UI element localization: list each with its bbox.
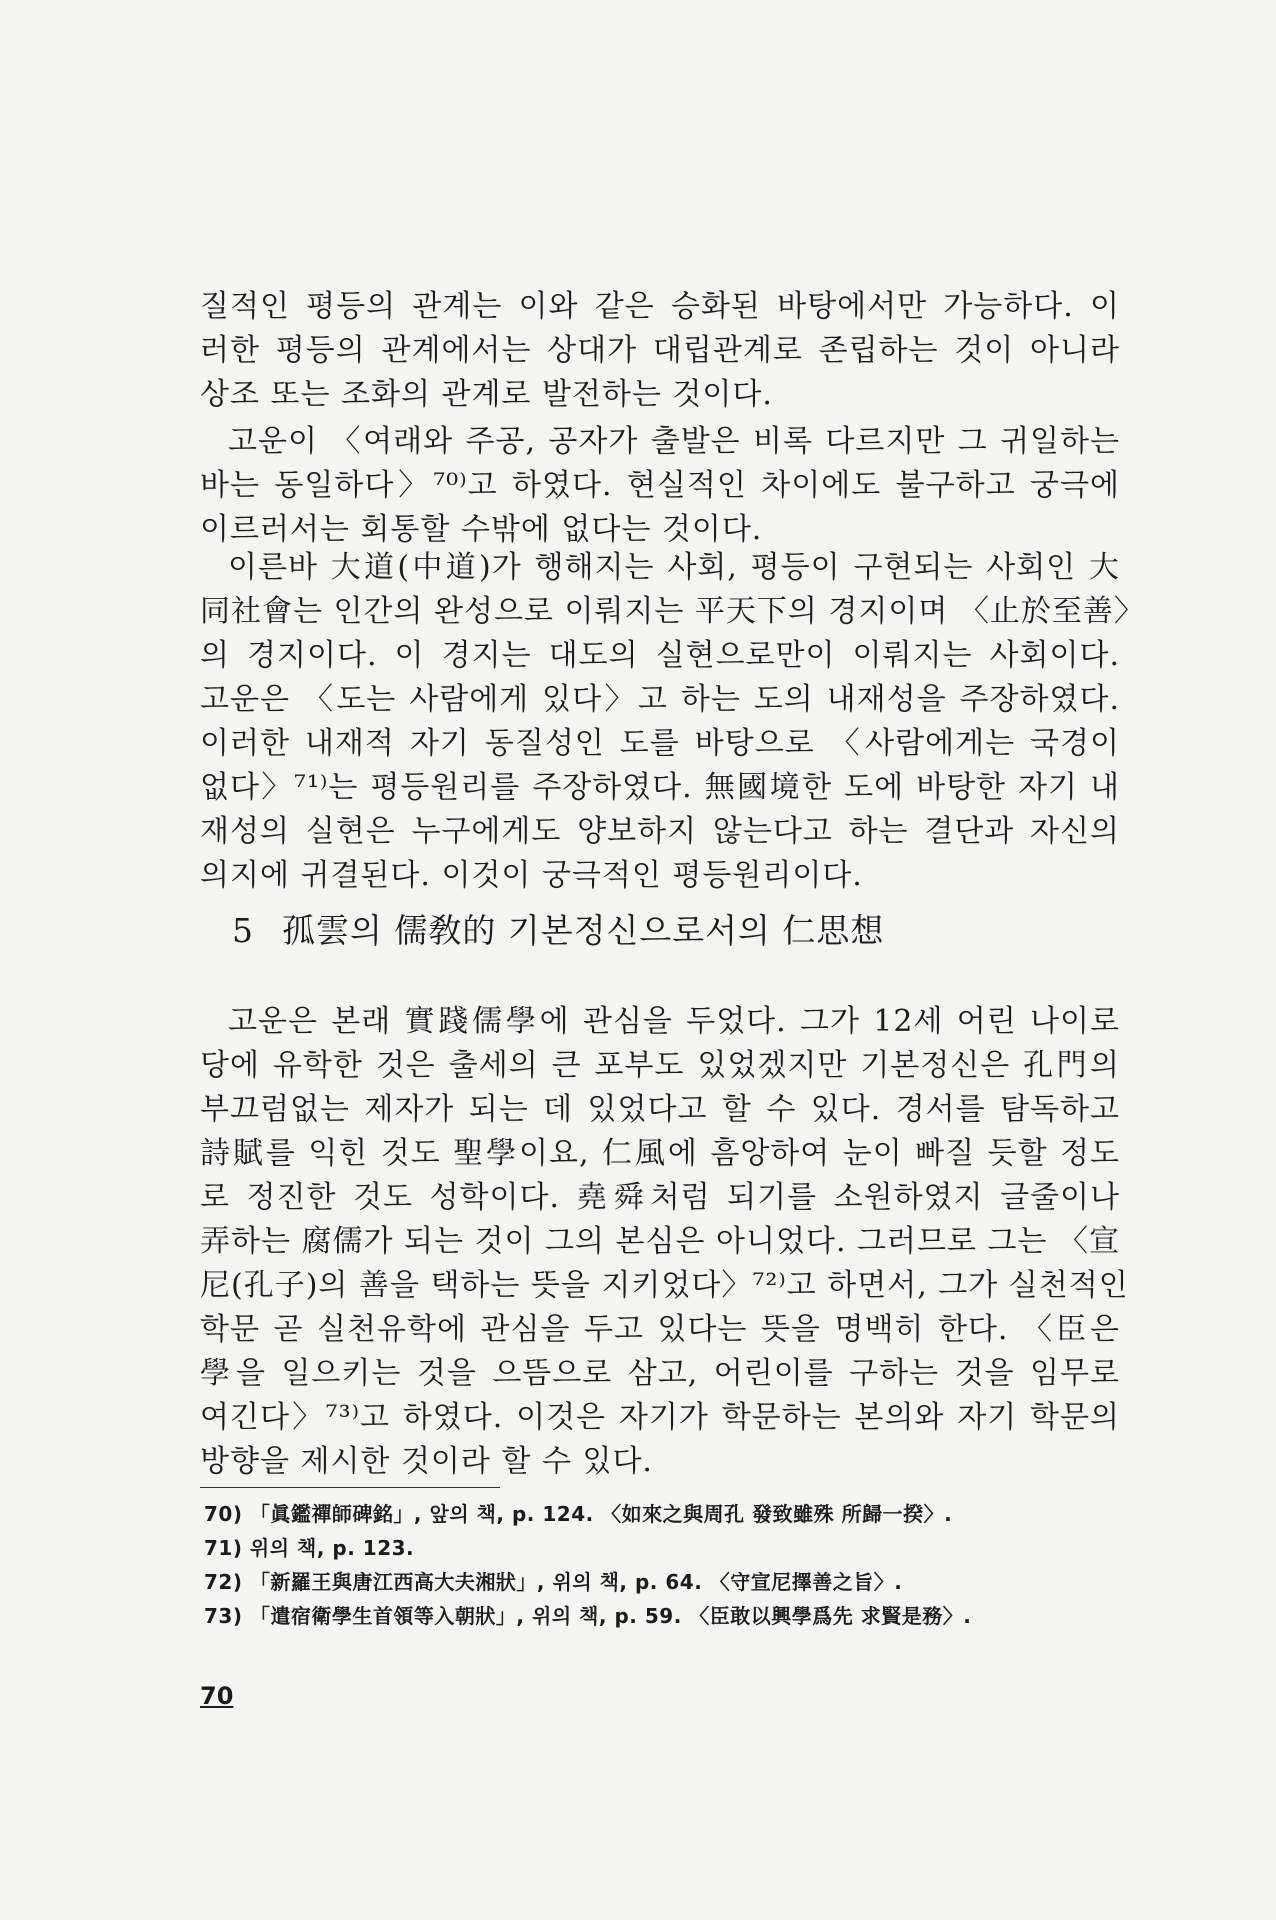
footnote-divider bbox=[200, 1487, 500, 1488]
text-line: 없다〉⁷¹⁾는 평등원리를 주장하였다. 無國境한 도에 바탕한 자기 내 bbox=[200, 770, 1120, 805]
footnotes bbox=[204, 1497, 971, 1633]
text-line: 로 정진한 것도 성학이다. 堯舜처럼 되기를 소원하였지 글줄이나 bbox=[200, 1180, 1120, 1215]
paragraph-unity bbox=[200, 420, 1120, 552]
text-line: 이러한 내재적 자기 동질성인 도를 바탕으로 〈사람에게는 국경이 bbox=[200, 726, 1120, 761]
text-line: 질적인 평등의 관계는 이와 같은 승화된 바탕에서만 가능하다. 이 bbox=[200, 289, 1120, 324]
text-line: 재성의 실현은 누구에게도 양보하지 않는다고 하는 결단과 자신의 bbox=[200, 814, 1120, 849]
text-line: 학문 곧 실천유학에 관심을 두고 있다는 뜻을 명백히 한다. 〈臣은 bbox=[200, 1312, 1120, 1347]
text-line: 여긴다〉⁷³⁾고 하였다. 이것은 자기가 학문하는 본의와 자기 학문의 bbox=[200, 1400, 1120, 1435]
text-line: 고운이 〈여래와 주공, 공자가 출발은 비록 다르지만 그 귀일하는 bbox=[228, 424, 1120, 459]
text-line: 고운은 〈도는 사람에게 있다〉고 하는 도의 내재성을 주장하였다. bbox=[200, 682, 1120, 717]
paragraph-great-way bbox=[200, 546, 1145, 898]
text-line: 의 경지이다. 이 경지는 대도의 실현으로만이 이뤄지는 사회이다. bbox=[200, 638, 1120, 673]
footnote-73: 73) 「遣宿衛學生首領等入朝狀」, 위의 책, p. 59. 〈臣敢以興學爲先 求賢是務〉. bbox=[204, 1604, 972, 1628]
section-title: 孤雲의 儒敎的 기본정신으로서의 仁思想 bbox=[282, 911, 885, 950]
paragraph-equality-relation bbox=[200, 285, 1120, 417]
text-line: 弄하는 腐儒가 되는 것이 그의 본심은 아니었다. 그러므로 그는 〈宣 bbox=[200, 1224, 1120, 1259]
text-line: 러한 평등의 관계에서는 상대가 대립관계로 존립하는 것이 아니라 bbox=[200, 333, 1120, 368]
text-line: 詩賦를 익힌 것도 聖學이요, 仁風에 흠앙하여 눈이 빠질 듯할 정도 bbox=[200, 1136, 1120, 1171]
footnote-70: 70) 「眞鑑禪師碑銘」, 앞의 책, p. 124. 〈如來之與周孔 發致雖殊 所歸一揆〉. bbox=[204, 1502, 953, 1526]
text-line: 방향을 제시한 것이라 할 수 있다. bbox=[200, 1444, 653, 1479]
text-line: 이른바 大道(中道)가 행해지는 사회, 평등이 구현되는 사회인 大 bbox=[228, 550, 1120, 585]
text-line: 상조 또는 조화의 관계로 발전하는 것이다. bbox=[200, 377, 773, 412]
text-line: 尼(孔子)의 善을 택하는 뜻을 지키었다〉⁷²⁾고 하면서, 그가 실천적인 bbox=[200, 1268, 1129, 1303]
text-line: 당에 유학한 것은 출세의 큰 포부도 있었겠지만 기본정신은 孔門의 bbox=[200, 1048, 1120, 1083]
text-line: 고운은 본래 實踐儒學에 관심을 두었다. 그가 12세 어린 나이로 bbox=[228, 1004, 1120, 1039]
footnote-71: 71) 위의 책, p. 123. bbox=[204, 1536, 415, 1560]
text-line: 同社會는 인간의 완성으로 이뤄지는 平天下의 경지이며 〈止於至善〉 bbox=[200, 594, 1145, 629]
section-number: 5 bbox=[232, 911, 254, 950]
section-heading bbox=[232, 905, 884, 952]
footnote-72: 72) 「新羅王與唐江西高大夫湘狀」, 위의 책, p. 64. 〈守宣尼擇善之旨〉. bbox=[204, 1570, 903, 1594]
text-line: 바는 동일하다〉⁷⁰⁾고 하였다. 현실적인 차이에도 불구하고 궁극에 bbox=[200, 468, 1120, 503]
text-line: 의지에 귀결된다. 이것이 궁극적인 평등원리이다. bbox=[200, 858, 863, 893]
text-line: 學을 일으키는 것을 으뜸으로 삼고, 어린이를 구하는 것을 임무로 bbox=[200, 1356, 1120, 1391]
text-line: 부끄럼없는 제자가 되는 데 있었다고 할 수 있다. 경서를 탐독하고 bbox=[200, 1092, 1120, 1127]
text-line: 이르러서는 회통할 수밖에 없다는 것이다. bbox=[200, 512, 763, 547]
paragraph-practical-confucianism bbox=[200, 1000, 1129, 1484]
page-number: 70 bbox=[200, 1682, 234, 1710]
